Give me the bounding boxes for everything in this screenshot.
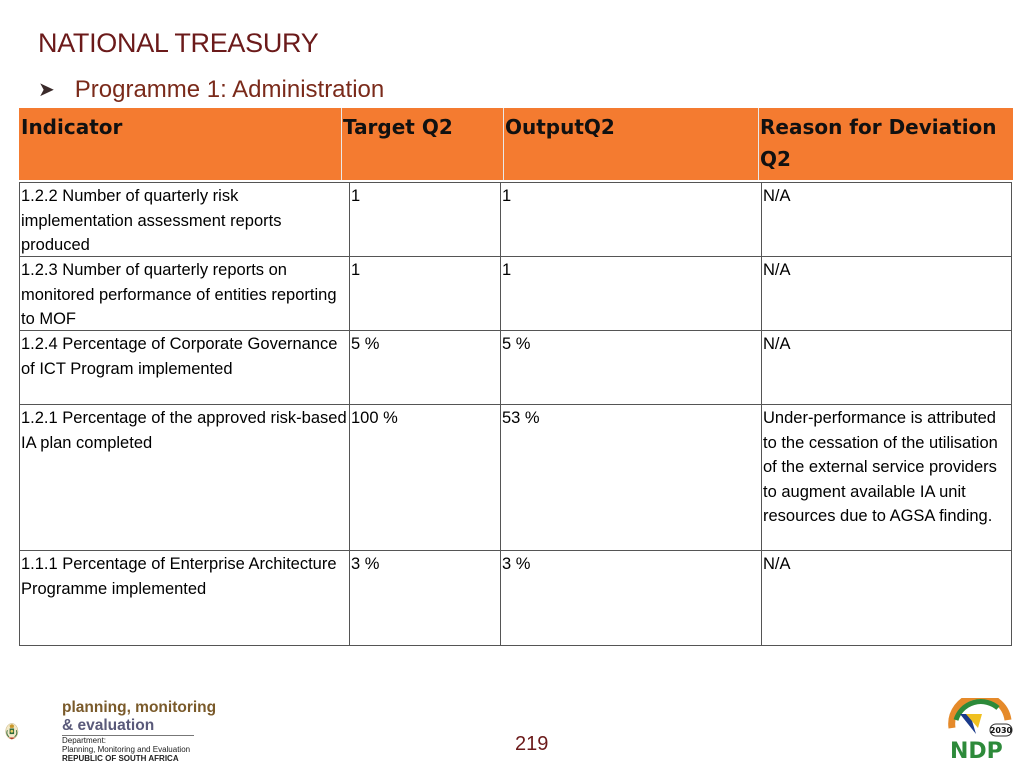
pme-logo-line2: & evaluation bbox=[62, 717, 155, 734]
subtitle-text: Programme 1: Administration bbox=[74, 76, 385, 103]
pme-logo-line1: planning, monitoring bbox=[62, 699, 217, 716]
indicator-table bbox=[19, 182, 1012, 646]
output-cell: 53 % bbox=[502, 409, 540, 427]
page-title: NATIONAL TREASURY bbox=[38, 28, 319, 58]
indicator-cell: 1.2.2 Number of quarterly risk implementation assessment reports produced bbox=[21, 187, 282, 254]
target-cell: 1 bbox=[351, 187, 361, 205]
column-header-indicator: Indicator bbox=[21, 115, 123, 139]
page-number: 219 bbox=[515, 733, 549, 755]
country-name: REPUBLIC OF SOUTH AFRICA bbox=[62, 754, 179, 763]
coat-of-arms-logo bbox=[4, 698, 60, 764]
reason-cell: N/A bbox=[763, 261, 791, 279]
target-cell: 3 % bbox=[351, 555, 380, 573]
reason-cell: N/A bbox=[763, 555, 791, 573]
reason-cell: N/A bbox=[763, 187, 791, 205]
target-cell: 5 % bbox=[351, 335, 380, 353]
table-row bbox=[20, 256, 1011, 330]
ndp-logo-text: NDP bbox=[950, 739, 1003, 760]
column-header-target: Target Q2 bbox=[343, 115, 453, 139]
table-row bbox=[20, 330, 1011, 404]
indicator-cell: 1.1.1 Percentage of Enterprise Architecture Programme implemented bbox=[21, 555, 337, 598]
reason-cell: N/A bbox=[763, 335, 791, 353]
table-row bbox=[20, 550, 1011, 645]
ndp-logo-year: 2030 bbox=[989, 726, 1013, 735]
target-cell: 1 bbox=[351, 261, 361, 279]
output-cell: 5 % bbox=[502, 335, 531, 353]
reason-cell: Under-performance is attributed to the cessation of the utilisation of the external service providers to augment available IA unit resources due to AGSA finding. bbox=[763, 409, 998, 525]
column-header-reason: Reason for Deviation Q2 bbox=[760, 115, 997, 171]
table-header bbox=[19, 108, 1013, 180]
column-header-output: OutputQ2 bbox=[505, 115, 615, 139]
indicator-cell: 1.2.4 Percentage of Corporate Governance of ICT Program implemented bbox=[21, 335, 338, 378]
section-subtitle bbox=[38, 76, 384, 104]
output-cell: 1 bbox=[502, 187, 512, 205]
indicator-cell: 1.2.3 Number of quarterly reports on monitored performance of entities reporting to MOF bbox=[21, 261, 337, 328]
target-cell: 100 % bbox=[351, 409, 398, 427]
pme-logo-caption bbox=[62, 736, 190, 763]
output-cell: 1 bbox=[502, 261, 512, 279]
bullet-arrow-icon: ➤ bbox=[38, 78, 55, 101]
table-row bbox=[20, 404, 1011, 550]
ndp-2030-logo bbox=[946, 698, 1014, 760]
dept-name: Planning, Monitoring and Evaluation bbox=[62, 745, 191, 754]
indicator-cell: 1.2.1 Percentage of the approved risk-based IA plan completed bbox=[21, 409, 347, 452]
table-row bbox=[20, 183, 1011, 256]
output-cell: 3 % bbox=[502, 555, 531, 573]
dept-label: Department: bbox=[62, 736, 107, 745]
